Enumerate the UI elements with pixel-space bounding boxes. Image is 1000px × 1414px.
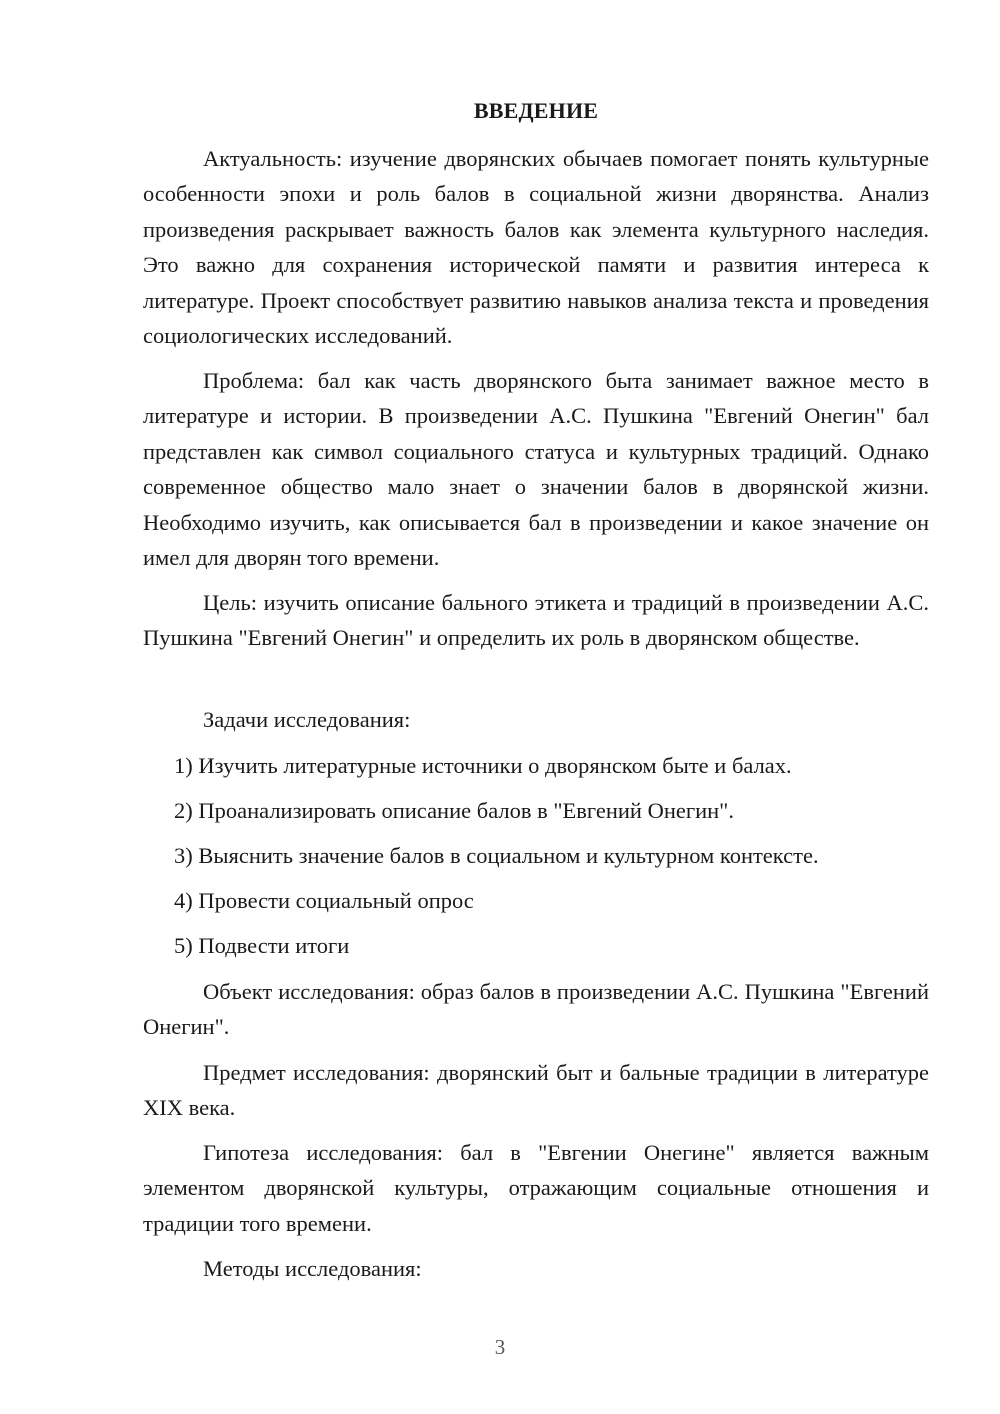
relevance-paragraph: Актуальность: изучение дворянских обычаев помогает понять культурные особенности эпохи и роль балов в социальной жизни дворянства. Анализ произведения раскрывает важность балов как элемента культурного наследия. Это важно для сохранения исторической памяти и развития интереса к литературе. Проект способствует развитию навыков анализа текста и проведения социологических исследований. xyxy=(143,146,929,349)
task-item-2: 2) Проанализировать описание балов в "Евгений Онегин". xyxy=(174,798,734,823)
page-title: ВВЕДЕНИЕ xyxy=(473,98,599,123)
problem-paragraph: Проблема: бал как часть дворянского быта занимает важное место в литературе и истории. В произведении А.С. Пушкина "Евгений Онегин" бал представлен как символ социального статуса и культурных традиций. Однако современное общество мало знает о значении балов в дворянской жизни. Необходимо изучить, как описывается бал в произведении и какое значение он имел для дворян того времени. xyxy=(143,368,929,571)
subject-paragraph: Предмет исследования: дворянский быт и бальные традиции в литературе XIX века. xyxy=(143,1060,929,1121)
task-item-4: 4) Провести социальный опрос xyxy=(174,888,474,913)
goal-paragraph: Цель: изучить описание бального этикета и традиций в произведении А.С. Пушкина "Евгений Онегин" и определить их роль в дворянском обществе. xyxy=(143,590,929,651)
methods-heading: Методы исследования: xyxy=(203,1256,422,1281)
task-item-3: 3) Выяснить значение балов в социальном и культурном контексте. xyxy=(174,843,819,868)
task-item-5: 5) Подвести итоги xyxy=(174,933,350,958)
hypothesis-paragraph: Гипотеза исследования: бал в "Евгении Онегине" является важным элементом дворянской культуры, отражающим социальные отношения и традиции того времени. xyxy=(143,1140,929,1236)
object-paragraph: Объект исследования: образ балов в произведении А.С. Пушкина "Евгений Онегин". xyxy=(143,979,929,1040)
tasks-heading: Задачи исследования: xyxy=(203,707,411,732)
task-item-1: 1) Изучить литературные источники о дворянском быте и балах. xyxy=(174,753,792,778)
page-number: 3 xyxy=(494,1335,506,1359)
